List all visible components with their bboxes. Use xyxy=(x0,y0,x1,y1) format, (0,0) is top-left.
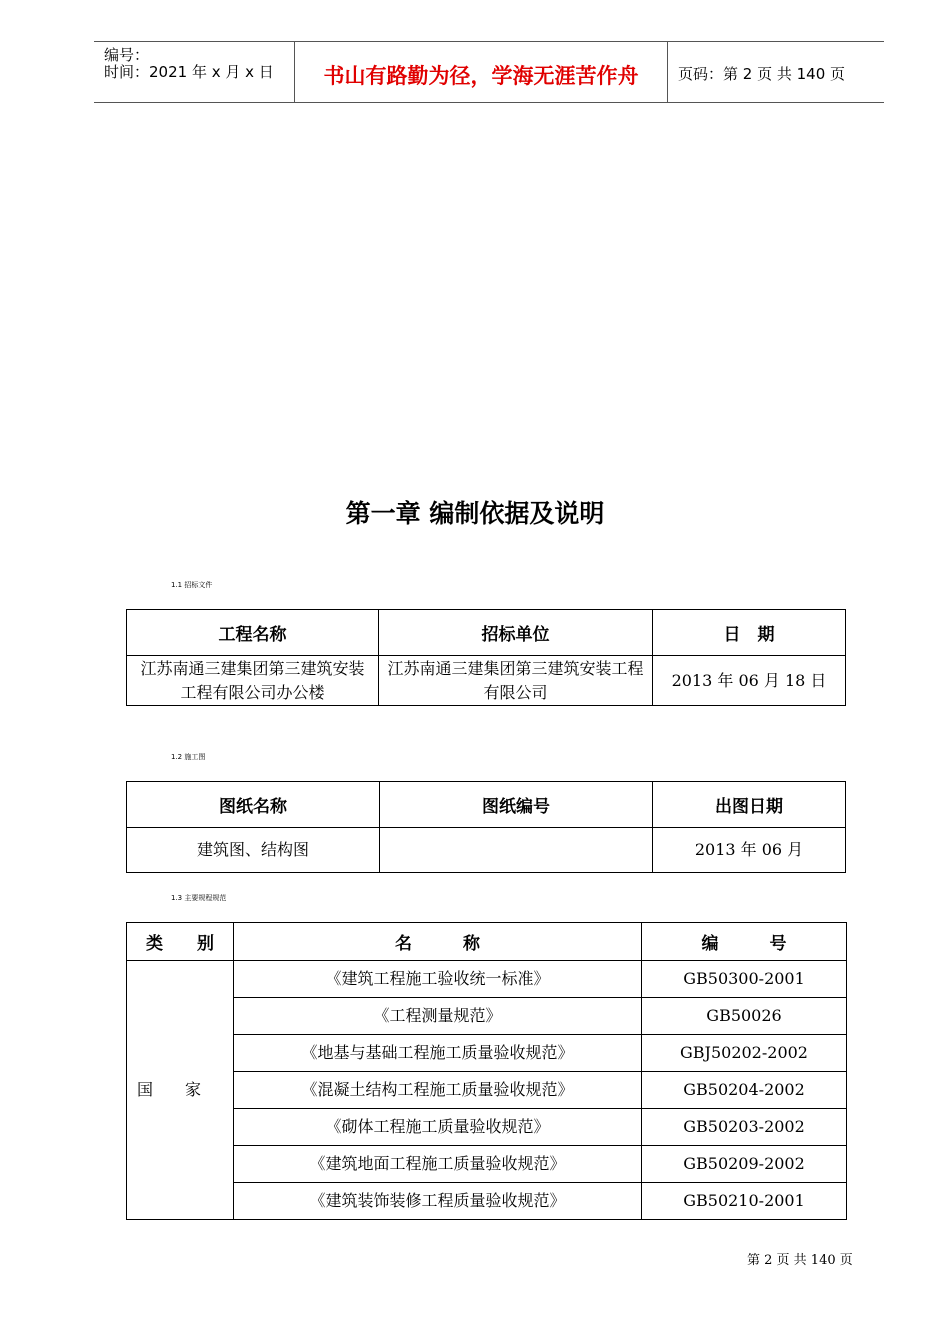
column-header: 编 号 xyxy=(642,923,847,961)
section-caption-standards: 1.3 主要规程规范 xyxy=(171,894,227,902)
header-page-number: 页码：第 2 页 共 140 页 xyxy=(678,65,846,83)
document-number-label: 编号： xyxy=(104,46,150,64)
standard-name-cell: 《建筑地面工程施工质量验收规范》 xyxy=(234,1146,642,1183)
column-header: 出图日期 xyxy=(653,782,846,828)
header-meta-cell xyxy=(94,42,295,102)
standard-name-cell: 《砌体工程施工质量验收规范》 xyxy=(234,1109,642,1146)
document-time-label: 时间：2021 年 x 月 x 日 xyxy=(104,63,274,81)
category-cell: 国 家 xyxy=(127,961,234,1220)
table-row xyxy=(127,1109,847,1146)
table-row xyxy=(127,1035,847,1072)
table-row xyxy=(127,1183,847,1220)
column-header: 图纸编号 xyxy=(380,782,653,828)
standard-code-cell: GB50300-2001 xyxy=(642,961,847,998)
page-header xyxy=(94,41,884,103)
table-row xyxy=(127,961,847,998)
standard-name-cell: 《工程测量规范》 xyxy=(234,998,642,1035)
table-row xyxy=(127,1146,847,1183)
standard-code-cell: GB50210-2001 xyxy=(642,1183,847,1220)
drawing-number-cell xyxy=(380,828,653,873)
standard-code-cell: GB50204-2002 xyxy=(642,1072,847,1109)
column-header: 图纸名称 xyxy=(127,782,380,828)
drawing-name-cell: 建筑图、结构图 xyxy=(127,828,380,873)
header-page-cell xyxy=(668,42,884,102)
table-header-row xyxy=(127,782,846,828)
standard-name-cell: 《地基与基础工程施工质量验收规范》 xyxy=(234,1035,642,1072)
project-name-cell: 江苏南通三建集团第三建筑安装工程有限公司办公楼 xyxy=(127,656,379,706)
page-footer: 第 2 页 共 140 页 xyxy=(747,1253,853,1268)
standard-name-cell: 《建筑装饰装修工程质量验收规范》 xyxy=(234,1183,642,1220)
standard-name-cell: 《混凝土结构工程施工质量验收规范》 xyxy=(234,1072,642,1109)
drawings-table xyxy=(126,781,846,873)
standards-table xyxy=(126,922,847,1220)
standard-code-cell: GBJ50202-2002 xyxy=(642,1035,847,1072)
table-row xyxy=(127,998,847,1035)
tender-unit-cell: 江苏南通三建集团第三建筑安装工程有限公司 xyxy=(379,656,653,706)
standard-name-cell: 《建筑工程施工验收统一标准》 xyxy=(234,961,642,998)
header-motto: 书山有路勤为径，学海无涯苦作舟 xyxy=(323,64,639,88)
column-header: 招标单位 xyxy=(379,610,653,656)
column-header: 工程名称 xyxy=(127,610,379,656)
drawing-date-cell: 2013 年 06 月 xyxy=(653,828,846,873)
chapter-title: 第一章 编制依据及说明 xyxy=(345,499,605,528)
section-caption-tender: 1.1 招标文件 xyxy=(171,581,213,589)
header-motto-cell xyxy=(295,42,668,102)
table-row xyxy=(127,656,846,706)
standard-code-cell: GB50026 xyxy=(642,998,847,1035)
table-row xyxy=(127,828,846,873)
tender-table xyxy=(126,609,846,706)
table-header-row xyxy=(127,610,846,656)
table-row xyxy=(127,1072,847,1109)
column-header: 类 别 xyxy=(127,923,234,961)
column-header: 日 期 xyxy=(653,610,846,656)
table-header-row xyxy=(127,923,847,961)
tender-date-cell: 2013 年 06 月 18 日 xyxy=(653,656,846,706)
standard-code-cell: GB50209-2002 xyxy=(642,1146,847,1183)
section-caption-drawings: 1.2 施工图 xyxy=(171,753,206,761)
column-header: 名 称 xyxy=(234,923,642,961)
standard-code-cell: GB50203-2002 xyxy=(642,1109,847,1146)
